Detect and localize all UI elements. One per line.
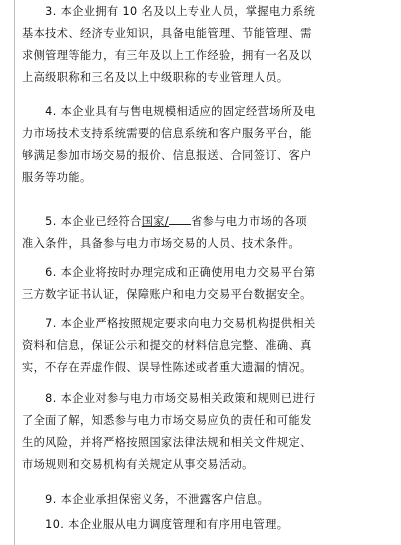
paragraph-line: 市场规则和交易机构有关规定从事交易活动。	[22, 458, 254, 471]
paragraph-item-3	[22, 1, 394, 89]
paragraph-line: 10. 本企业服从电力调度管理和有序用电管理。	[22, 518, 289, 531]
paragraph-line: 9. 本企业承担保密义务，不泄露客户信息。	[22, 493, 270, 506]
page-left-edge	[14, 0, 15, 545]
paragraph-item-9	[22, 489, 394, 511]
blank-underline	[169, 212, 191, 225]
paragraph-line: 上高级职称和三名及以上中级职称的专业管理人员。	[22, 71, 289, 84]
paragraph-line: 力市场技术支持系统需要的信息系统和客户服务平台，能	[22, 127, 312, 140]
paragraph-text: 5. 本企业已经符合	[22, 215, 142, 228]
paragraph-item-6	[22, 262, 394, 306]
paragraph-line	[22, 211, 394, 233]
paragraph-item-10	[22, 514, 394, 536]
paragraph-line: 资料和信息，保证公示和提交的材料信息完整、准确、真	[22, 339, 312, 352]
paragraph-line: 三方数字证书认证，保障账户和电力交易平台数据安全。	[22, 288, 312, 301]
paragraph-line: 3. 本企业拥有 10 名及以上专业人员，掌握电力系统	[22, 5, 316, 18]
paragraph-item-4	[22, 101, 394, 189]
paragraph-item-7	[22, 313, 394, 379]
paragraph-line: 8. 本企业对参与电力市场交易相关政策和规则已进行	[22, 392, 316, 405]
paragraph-item-5	[22, 211, 394, 255]
paragraph-line: 了全面了解，知悉参与电力市场交易应负的责任和可能发	[22, 414, 312, 427]
paragraph-line: 生的风险，并将严格按照国家法律法规和相关文件规定、	[22, 436, 312, 449]
paragraph-line: 求侧管理等能力，有三年及以上工作经验，拥有一名及以	[22, 49, 312, 62]
paragraph-line: 准入条件，具备参与电力市场交易的人员、技术条件。	[22, 237, 301, 250]
paragraph-line: 4. 本企业具有与售电规模相适应的固定经营场所及电	[22, 105, 316, 118]
paragraph-line: 6. 本企业将按时办理完成和正确使用电力交易平台第	[22, 266, 316, 279]
paragraph-line: 7. 本企业严格按照规定要求向电力交易机构提供相关	[22, 317, 316, 330]
paragraph-text: 省参与电力市场的各项	[191, 215, 307, 228]
paragraph-item-8	[22, 388, 394, 476]
underlined-fill-in: 国家/	[141, 215, 170, 228]
paragraph-line: 实，不存在弄虚作假、误导性陈述或者重大遗漏的情况。	[22, 361, 312, 374]
paragraph-line: 够满足参加市场交易的报价、信息报送、合同签订、客户	[22, 149, 312, 162]
paragraph-line: 服务等功能。	[22, 171, 92, 184]
paragraph-line: 基本技术、经济专业知识，具备电能管理、节能管理、需	[22, 27, 312, 40]
